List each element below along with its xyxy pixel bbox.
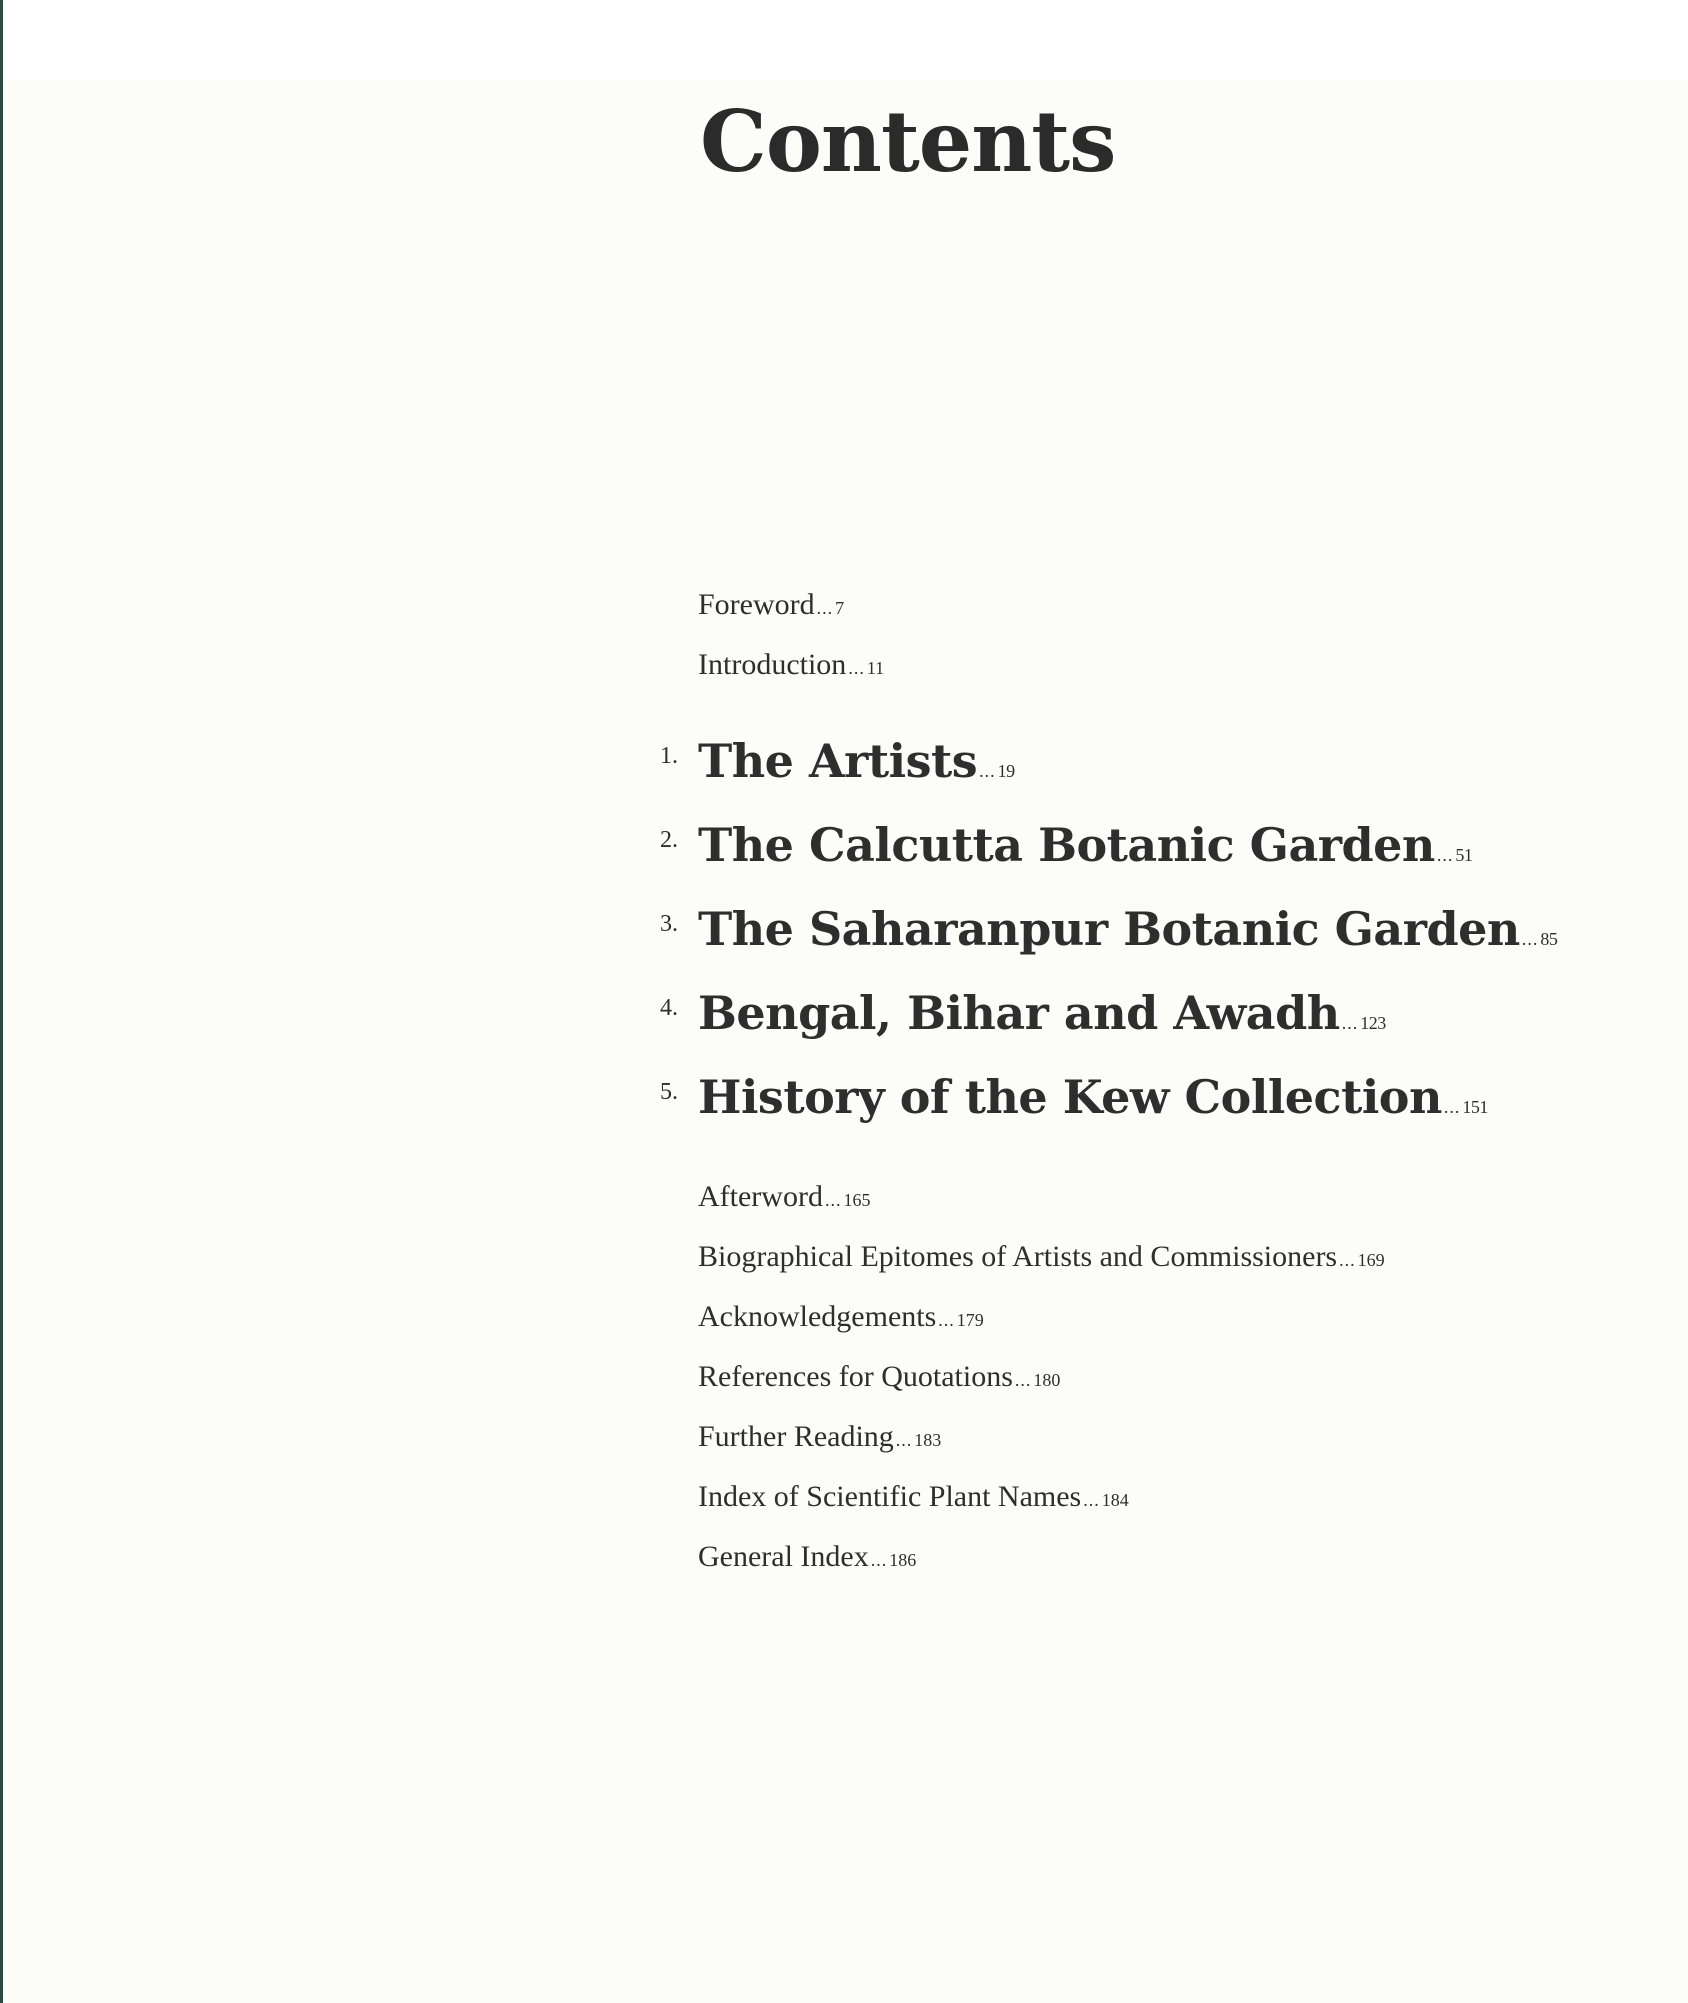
leader-dots: ... [848, 658, 865, 678]
page-number: 85 [1540, 929, 1558, 949]
leader-dots: ... [1443, 1097, 1461, 1117]
toc-entry-biographical-epitomes[interactable] [698, 1242, 1385, 1272]
entry-title: Biographical Epitomes of Artists and Commissioners [698, 1240, 1338, 1273]
leader-dots: ... [1341, 1013, 1359, 1033]
page-number: 7 [835, 598, 845, 618]
leader-dots: ... [870, 1550, 888, 1570]
page-number: 180 [1033, 1370, 1061, 1390]
entry-title: Acknowledgements [698, 1300, 937, 1333]
toc-entry-afterword[interactable] [698, 1182, 870, 1212]
toc-chapter-3[interactable] [698, 902, 1558, 956]
toc-entry-acknowledgements[interactable] [698, 1302, 984, 1332]
page-number: 165 [843, 1190, 871, 1210]
toc-entry-foreword[interactable] [698, 590, 844, 620]
page-number: 11 [866, 658, 885, 678]
toc-chapter-2[interactable] [698, 818, 1473, 872]
toc-entry-general-index[interactable] [698, 1542, 916, 1572]
leader-dots: ... [1014, 1370, 1032, 1390]
page-number: 151 [1462, 1097, 1488, 1117]
page-number: 169 [1357, 1250, 1385, 1270]
entry-title: Further Reading [698, 1420, 894, 1453]
chapter-title: The Calcutta Botanic Garden [698, 818, 1435, 872]
chapter-title: The Saharanpur Botanic Garden [698, 902, 1520, 956]
entry-title: General Index [698, 1540, 869, 1573]
page-number: 19 [997, 761, 1015, 781]
toc-entry-further-reading[interactable] [698, 1422, 941, 1452]
toc-entry-introduction[interactable] [698, 650, 884, 680]
chapter-number: 1. [660, 743, 678, 769]
entry-title: Foreword [698, 588, 815, 621]
page-number: 123 [1360, 1013, 1386, 1033]
page-number: 186 [889, 1550, 917, 1570]
page-title: Contents [700, 92, 1116, 191]
leader-dots: ... [1436, 845, 1454, 865]
leader-dots: ... [1083, 1490, 1100, 1510]
leader-dots: ... [895, 1430, 913, 1450]
entry-title: Afterword [698, 1180, 823, 1213]
leader-dots: ... [938, 1310, 955, 1330]
page-number: 179 [956, 1310, 984, 1330]
leader-dots: ... [816, 598, 834, 618]
entry-title: Introduction [698, 648, 847, 681]
chapter-title: The Artists [698, 734, 978, 788]
chapter-title: Bengal, Bihar and Awadh [698, 986, 1340, 1040]
page-number: 184 [1101, 1490, 1129, 1510]
leader-dots: ... [979, 761, 996, 781]
toc-entry-references[interactable] [698, 1362, 1060, 1392]
chapter-number: 3. [660, 911, 678, 937]
entry-title: References for Quotations [698, 1360, 1013, 1393]
toc-chapter-5[interactable] [698, 1070, 1488, 1124]
toc-chapter-4[interactable] [698, 986, 1386, 1040]
chapter-number: 5. [660, 1079, 678, 1105]
toc-chapter-1[interactable] [698, 734, 1015, 788]
toc-entry-index-plant-names[interactable] [698, 1482, 1129, 1512]
page-number: 183 [914, 1430, 942, 1450]
entry-title: Index of Scientific Plant Names [698, 1480, 1082, 1513]
leader-dots: ... [1339, 1250, 1356, 1270]
page-number: 51 [1455, 845, 1473, 865]
chapter-number: 2. [660, 827, 678, 853]
leader-dots: ... [824, 1190, 842, 1210]
chapter-number: 4. [660, 995, 678, 1021]
chapter-title: History of the Kew Collection [698, 1070, 1442, 1124]
leader-dots: ... [1521, 929, 1539, 949]
